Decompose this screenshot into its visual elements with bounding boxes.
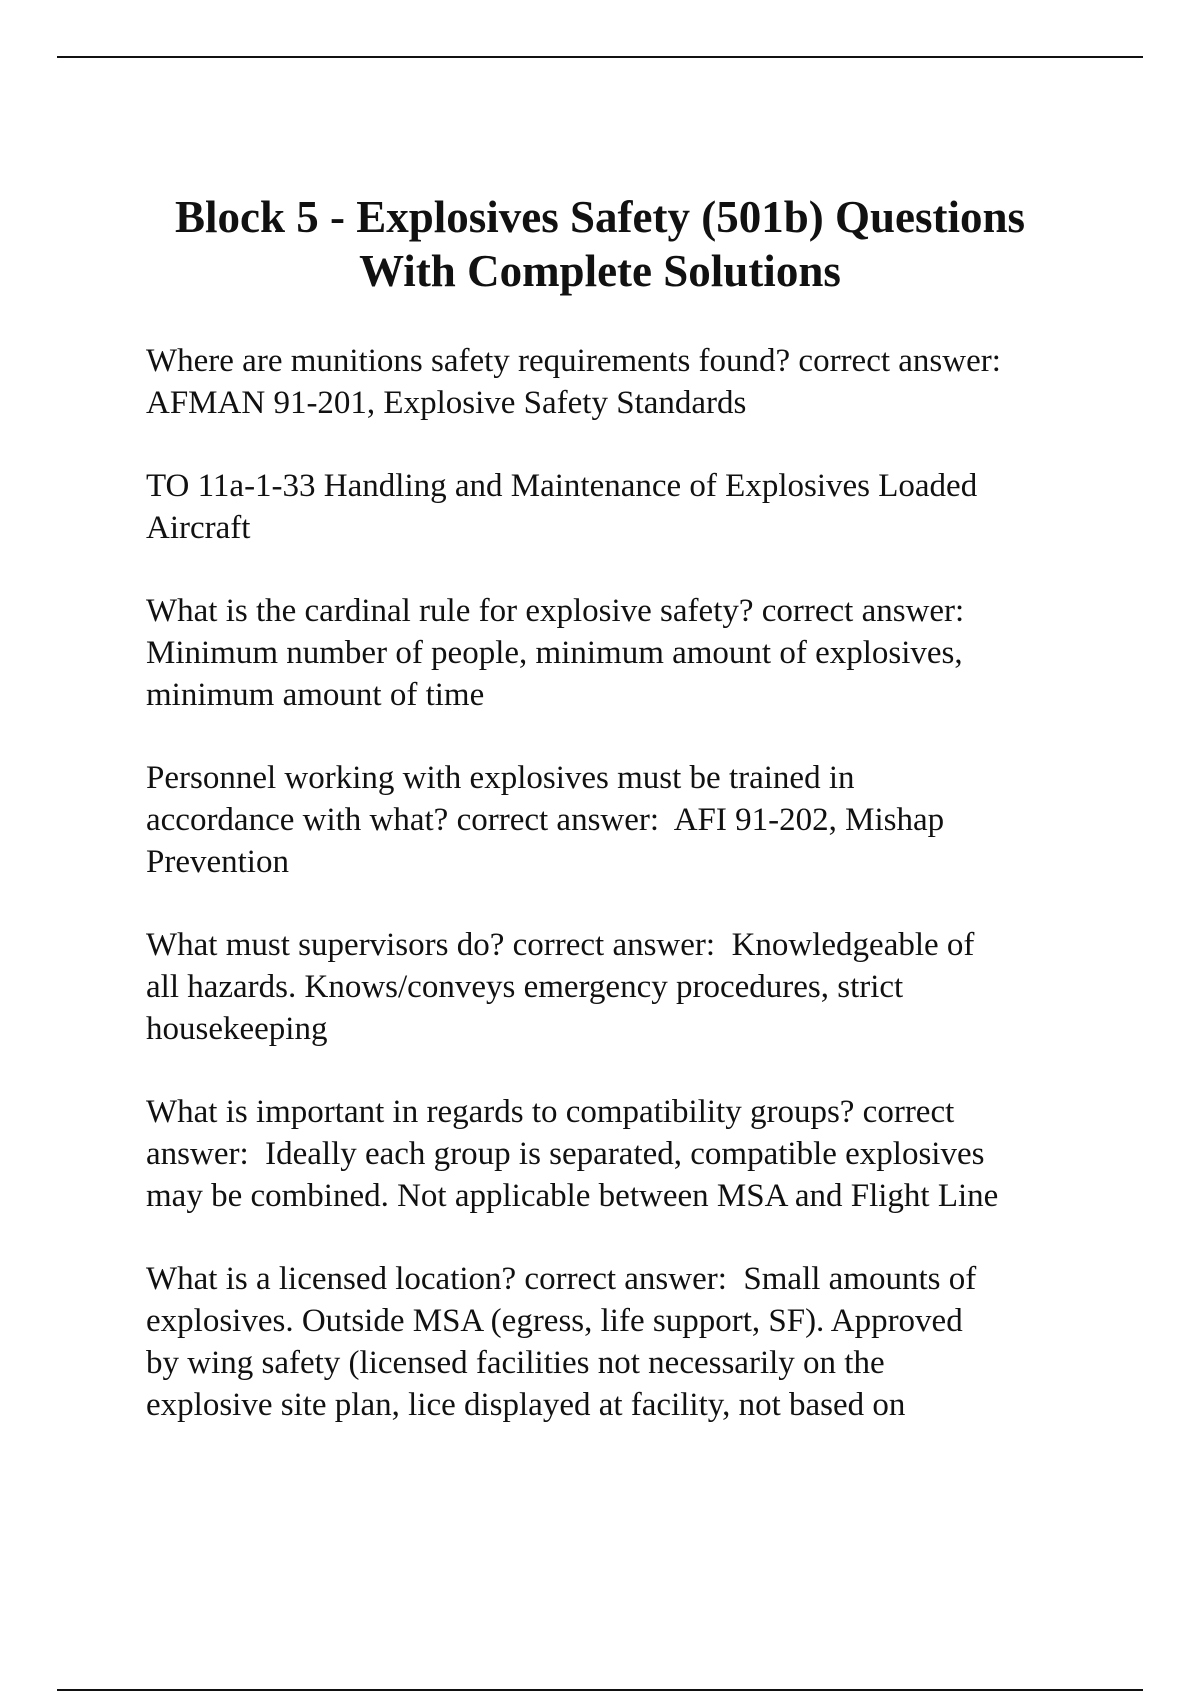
text-line: What must supervisors do? correct answer: Knowledgeable of — [146, 927, 975, 963]
qa-paragraph-7 — [146, 1258, 1156, 1426]
text-line: TO 11a-1-33 Handling and Maintenance of Explosives Loaded — [146, 468, 978, 504]
text-line: What is the cardinal rule for explosive safety? correct answer: — [146, 593, 965, 629]
text-line: accordance with what? correct answer: AFI 91-202, Mishap — [146, 802, 945, 838]
qa-paragraph-4 — [146, 757, 1156, 883]
text-line: may be combined. Not applicable between MSA and Flight Line — [146, 1178, 999, 1214]
text-line: by wing safety (licensed facilities not necessarily on the — [146, 1345, 885, 1381]
text-line: explosive site plan, lice displayed at facility, not based on — [146, 1387, 906, 1423]
text-line: answer: Ideally each group is separated, compatible explosives — [146, 1136, 985, 1172]
text-line: minimum amount of time — [146, 677, 485, 713]
qa-paragraph-5 — [146, 924, 1156, 1050]
text-line: Aircraft — [146, 510, 251, 546]
text-line: explosives. Outside MSA (egress, life support, SF). Approved — [146, 1303, 963, 1339]
text-line: housekeeping — [146, 1011, 328, 1047]
qa-paragraph-2 — [146, 465, 1156, 549]
bottom-rule — [57, 1689, 1143, 1691]
text-line: What is a licensed location? correct answer: Small amounts of — [146, 1261, 977, 1297]
text-line: all hazards. Knows/conveys emergency procedures, strict — [146, 969, 904, 1005]
text-line: Personnel working with explosives must be trained in — [146, 760, 855, 796]
text-line: AFMAN 91-201, Explosive Safety Standards — [146, 385, 747, 421]
text-line: Prevention — [146, 844, 289, 880]
title-line-1: Block 5 - Explosives Safety (501b) Questions — [174, 192, 1026, 242]
text-line: What is important in regards to compatibility groups? correct — [146, 1094, 955, 1130]
title-line-2: With Complete Solutions — [359, 246, 841, 296]
text-line: Where are munitions safety requirements found? correct answer: — [146, 343, 1001, 379]
text-line: Minimum number of people, minimum amount of explosives, — [146, 635, 963, 671]
top-rule — [57, 56, 1143, 58]
qa-paragraph-3 — [146, 590, 1156, 716]
qa-paragraph-1 — [146, 340, 1156, 424]
document-title — [100, 190, 1100, 298]
document-body — [146, 340, 1156, 1467]
qa-paragraph-6 — [146, 1091, 1156, 1217]
